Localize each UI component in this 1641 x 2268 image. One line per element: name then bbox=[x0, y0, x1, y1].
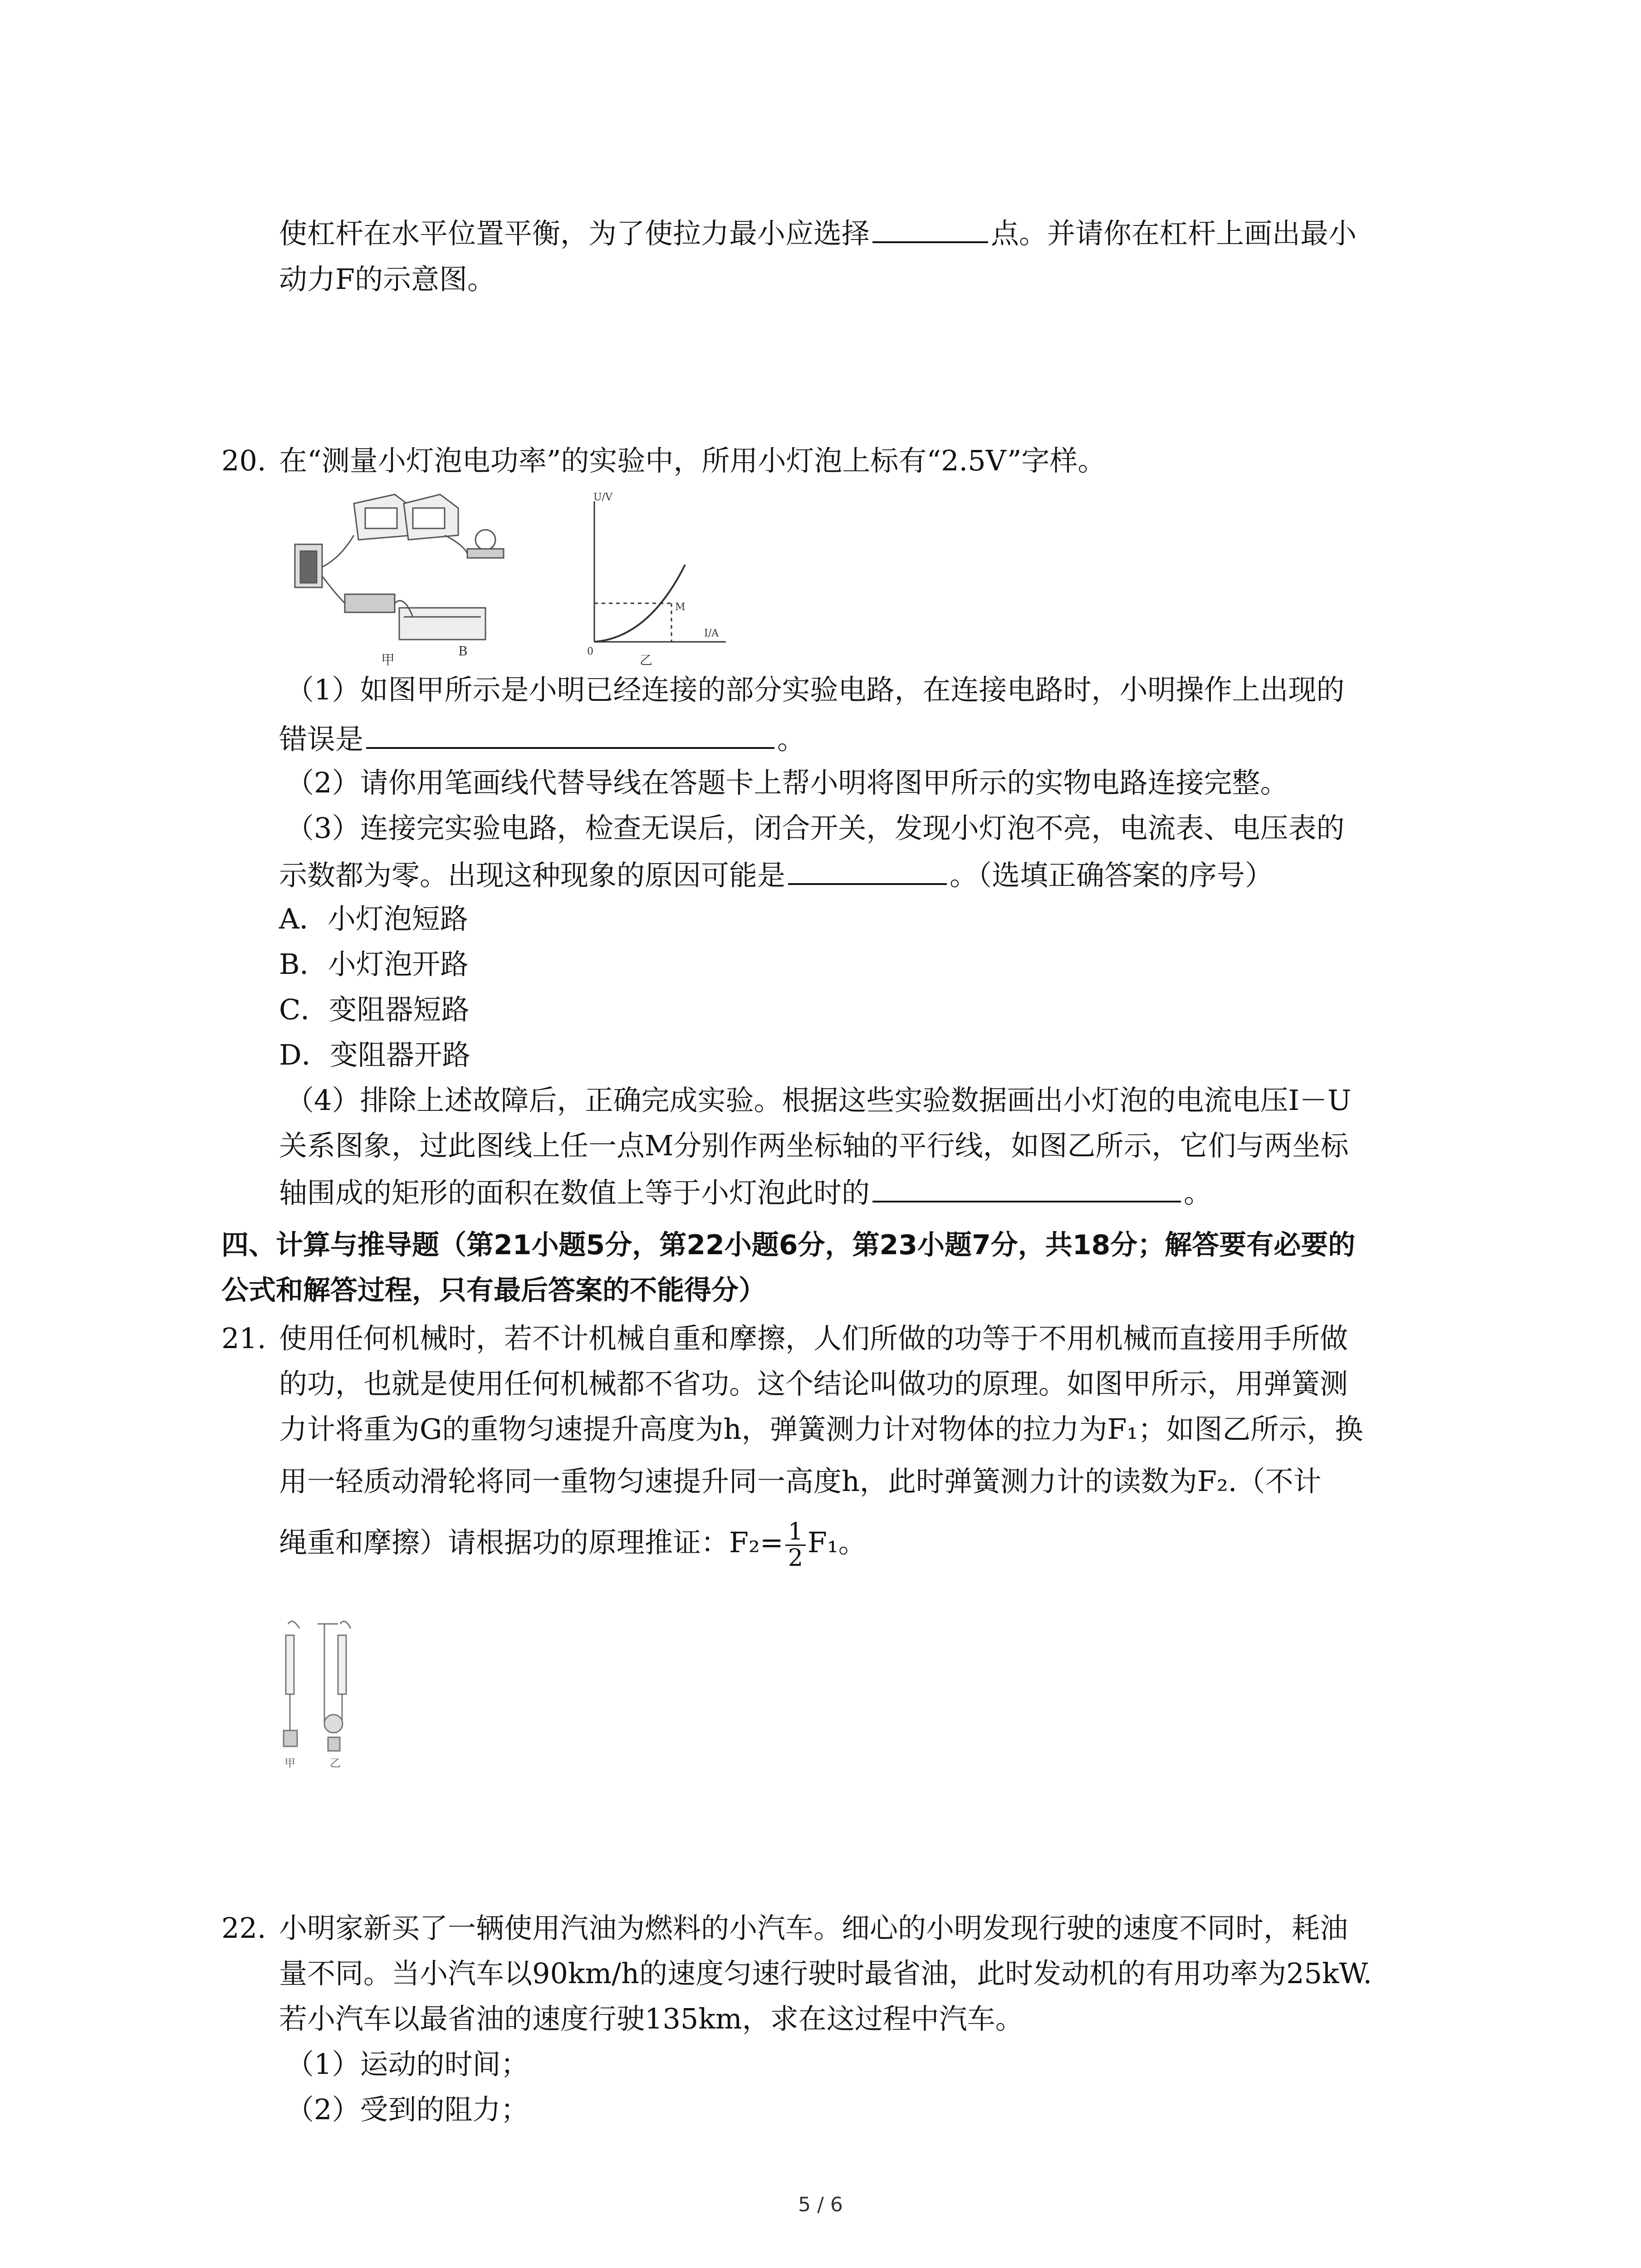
q20-stem: 在“测量小灯泡电功率”的实验中，所用小灯泡上标有“2.5V”字样。 bbox=[279, 444, 1106, 477]
q22-l3: 若小汽车以最省油的速度行驶135km，求在这过程中汽车。 bbox=[279, 2002, 1024, 2035]
y-axis-label: U/V bbox=[593, 492, 612, 503]
option-b: B．小灯泡开路 bbox=[279, 948, 469, 981]
pulley-figure bbox=[274, 1615, 383, 1778]
q20-p1b: 错误是 。 bbox=[279, 723, 806, 756]
q20-p4c: 轴围成的矩形的面积在数值上等于小灯泡此时的 。 bbox=[279, 1176, 1212, 1209]
figure-jia-label: 甲 bbox=[284, 1757, 295, 1769]
question-number: 22. bbox=[221, 1911, 266, 1945]
q21-l2: 的功，也就是使用任何机械都不省功。这个结论叫做功的原理。如图甲所示，用弹簧测 bbox=[279, 1367, 1348, 1400]
q22-s2: （2）受到的阻力； bbox=[286, 2093, 529, 2126]
q21-l4: 用一轻质动滑轮将同一重物匀速提升同一高度h，此时弹簧测力计的读数为F₂.（不计 bbox=[279, 1465, 1322, 1498]
q21-l5: 绳重和摩擦）请根据功的原理推证：F₂= $\frac{1}{2}$ F₁。 bbox=[279, 1518, 867, 1572]
svg-text:B: B bbox=[458, 644, 468, 659]
question-number: 20. bbox=[221, 444, 266, 477]
q20-p1a: （1）如图甲所示是小明已经连接的部分实验电路，在连接电路时，小明操作上出现的 bbox=[286, 673, 1345, 706]
circuit-figure bbox=[277, 490, 513, 671]
origin-label: 0 bbox=[587, 646, 593, 657]
q19-line2: 动力F的示意图。 bbox=[279, 263, 496, 296]
q22-l1: 小明家新买了一辆使用汽油为燃料的小汽车。细心的小明发现行驶的速度不同时，耗油 bbox=[279, 1911, 1348, 1945]
answer-blank[interactable] bbox=[872, 218, 988, 243]
fraction: $\frac{1}{2}$ bbox=[785, 1520, 806, 1570]
figure-yi-label: 乙 bbox=[330, 1757, 341, 1769]
q20-p4b: 关系图象，过此图线上任一点M分别作两坐标轴的平行线，如图乙所示，它们与两坐标 bbox=[279, 1129, 1349, 1162]
x-axis-label: I/A bbox=[704, 628, 719, 639]
option-c: C．变阻器短路 bbox=[279, 993, 470, 1026]
option-a: A．小灯泡短路 bbox=[279, 902, 468, 935]
q21-l3: 力计将重为G的重物匀速提升高度为h，弹簧测力计对物体的拉力为F₁；如图乙所示，换 bbox=[279, 1413, 1363, 1446]
section-heading: 四、计算与推导题（第21小题5分，第22小题6分，第23小题7分，共18分；解答要有必要的 bbox=[221, 1229, 1356, 1261]
answer-blank[interactable] bbox=[788, 860, 947, 885]
ui-graph-figure bbox=[581, 492, 735, 669]
q22-l2: 量不同。当小汽车以90km/h的速度匀速行驶时最省油，此时发动机的有用功率为25kW. bbox=[279, 1957, 1372, 1990]
figure-yi-label: 乙 bbox=[640, 653, 653, 668]
point-m-label: M bbox=[675, 601, 686, 613]
page-number: 5 / 6 bbox=[798, 2193, 843, 2216]
question-number: 21. bbox=[221, 1322, 266, 1355]
q19-line1: 使杠杆在水平位置平衡，为了使拉力最小应选择 点。并请你在杠杆上画出最小 bbox=[279, 217, 1357, 250]
q20-p2: （2）请你用笔画线代替导线在答题卡上帮小明将图甲所示的实物电路连接完整。 bbox=[286, 766, 1288, 799]
answer-blank[interactable] bbox=[366, 723, 774, 749]
section-heading-2: 公式和解答过程，只有最后答案的不能得分） bbox=[221, 1275, 766, 1306]
q20-p4a: （4）排除上述故障后，正确完成实验。根据这些实验数据画出小灯泡的电流电压I－U bbox=[286, 1084, 1352, 1117]
figure-jia-label: 甲 bbox=[381, 652, 395, 668]
q21-l1: 使用任何机械时，若不计机械自重和摩擦，人们所做的功等于不用机械而直接用手所做 bbox=[279, 1322, 1348, 1355]
q20-p3b: 示数都为零。出现这种现象的原因可能是 。（选填正确答案的序号） bbox=[279, 859, 1274, 892]
answer-blank[interactable] bbox=[872, 1177, 1181, 1202]
option-d: D．变阻器开路 bbox=[279, 1038, 470, 1071]
q20-p3a: （3）连接完实验电路，检查无误后，闭合开关，发现小灯泡不亮，电流表、电压表的 bbox=[286, 811, 1345, 845]
q22-s1: （1）运动的时间； bbox=[286, 2048, 529, 2081]
